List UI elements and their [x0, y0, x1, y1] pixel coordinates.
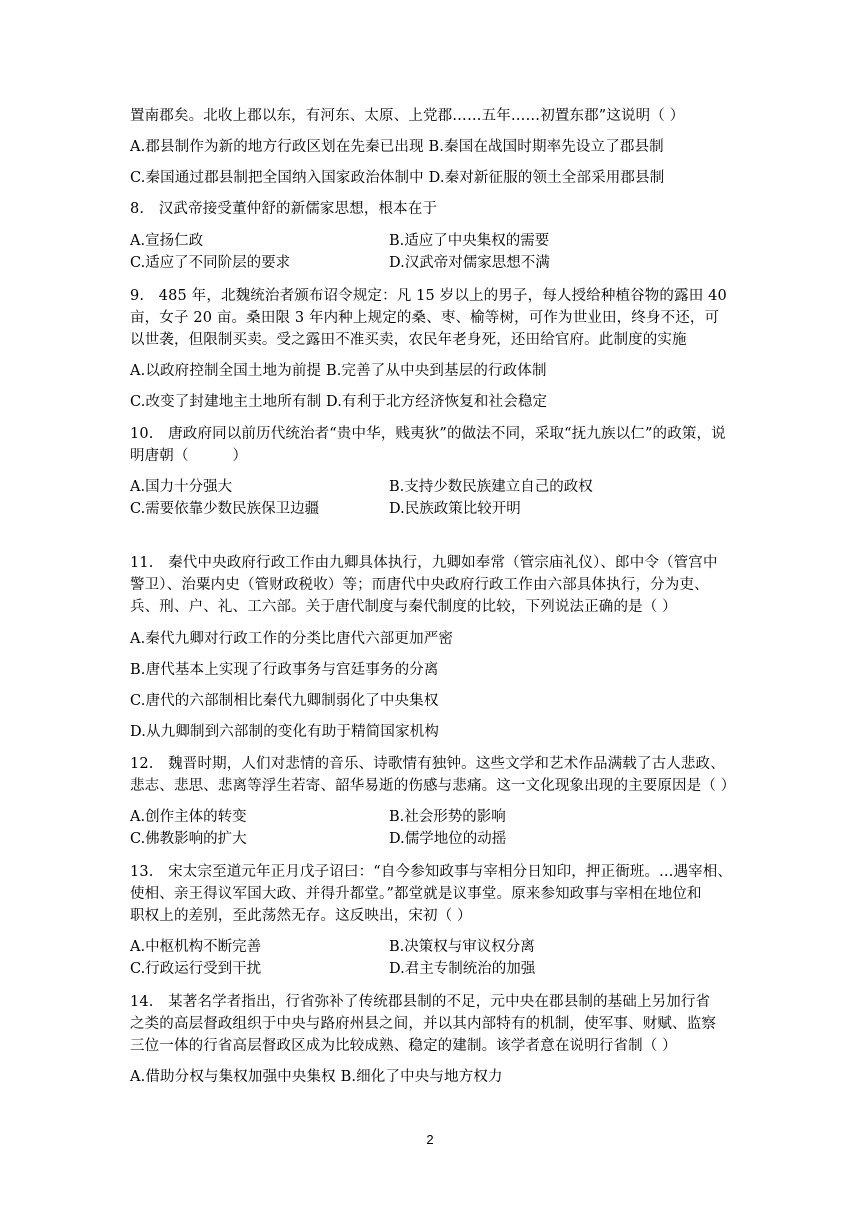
q9-stem-line3: 以世袭，但限制买卖。受之露田不准买卖，农民年老身死，还田给官府。此制度的实施	[130, 332, 687, 348]
q11-stem-line3: 兵、刑、户、礼、工六部。关于唐代制度与秦代制度的比较，下列说法正确的是（ ）	[130, 599, 677, 615]
q10-stem-line1: 10. 唐政府同以前历代统治者“贵中华，贱夷狄”的做法不同，采取“抚九族以仁”的政策，说	[130, 426, 726, 442]
q14-stem-line1: 14. 某著名学者指出，行省弥补了传统郡县制的不足，元中央在郡县制的基础上另加行省	[130, 994, 711, 1010]
q11-option-a: A.秦代九卿对行政工作的分类比唐代六部更加严密	[130, 631, 454, 647]
q9-stem-line2: 亩，女子 20 亩。桑田限 3 年内种上规定的桑、枣、榆等树，可作为世业田，终身不还，可	[130, 310, 720, 326]
q11-stem-line2: 警卫）、治粟内史（管财政税收）等；而唐代中央政府行政工作由六部具体执行，分为吏、	[130, 577, 709, 593]
q8-option-d: D.汉武帝对儒家思想不满	[389, 255, 550, 271]
q10-option-b: B.支持少数民族建立自己的政权	[389, 479, 593, 495]
q13-option-b: B.决策权与审议权分离	[389, 939, 535, 955]
q12-option-d: D.儒学地位的动摇	[389, 831, 507, 847]
page-number: 2	[426, 1132, 434, 1147]
q13-option-d: D.君主专制统治的加强	[389, 961, 536, 977]
q14-options-line1: A.借助分权与集权加强中央集权 B.细化了中央与地方权力	[130, 1069, 503, 1085]
q10-option-c: C.需要依靠少数民族保卫边疆	[130, 501, 320, 517]
q13-option-c: C.行政运行受到干扰	[130, 961, 262, 977]
q8-option-b: B.适应了中央集权的需要	[389, 233, 550, 249]
q10-option-d: D.民族政策比较开明	[389, 501, 521, 517]
q8-option-a: A.宣扬仁政	[130, 233, 204, 249]
q11-option-c: C.唐代的六部制相比秦代九卿制弱化了中央集权	[130, 693, 439, 709]
q8-option-c: C.适应了不同阶层的要求	[130, 255, 291, 271]
q9-options-line1: A.以政府控制全国土地为前提 B.完善了从中央到基层的行政体制	[130, 363, 547, 379]
q12-option-b: B.社会形势的影响	[389, 809, 506, 825]
q7-stem-tail: 置南郡矣。北收上郡以东，有河东、太原、上党郡……五年……初置东郡”这说明（ ）	[130, 108, 685, 124]
q12-option-a: A.创作主体的转变	[130, 809, 247, 825]
q11-option-d: D.从九卿制到六部制的变化有助于精简国家机构	[130, 724, 440, 740]
q13-option-a: A.中枢机构不断完善	[130, 939, 262, 955]
q13-stem-line2: 使相、亲王得议军国大政、并得升都堂。”都堂就是议事堂。原来参知政事与宰相在地位和	[130, 886, 702, 902]
q12-stem-line1: 12. 魏晋时期，人们对悲情的音乐、诗歌情有独钟。这些文学和艺术作品满载了古人悲政、	[130, 756, 725, 772]
q11-option-b: B.唐代基本上实现了行政事务与宫廷事务的分离	[130, 662, 439, 678]
q7-options-line2: C.秦国通过郡县制把全国纳入国家政治体制中 D.秦对新征服的领土全部采用郡县制	[130, 170, 665, 186]
q10-stem-line2: 明唐朝（ ）	[130, 448, 248, 464]
q11-stem-line1: 11. 秦代中央政府行政工作由九卿具体执行，九卿如奉常（管宗庙礼仪）、郎中令（管宫中	[130, 555, 718, 571]
q9-stem-line1: 9. 485 年，北魏统治者颁布诏令规定：凡 15 岁以上的男子，每人授给种植谷物的露田 40	[130, 288, 727, 304]
q14-stem-line2: 之类的高层督政组织于中央与路府州县之间，并以其内部特有的机制，使军事、财赋、监察	[130, 1016, 716, 1032]
q13-stem-line1: 13. 宋太宗至道元年正月戊子诏曰：“自今参知政事与宰相分日知印，押正衙班。...遇宰相、	[130, 864, 733, 880]
q12-option-c: C.佛教影响的扩大	[130, 831, 247, 847]
q8-stem: 8. 汉武帝接受董仲舒的新儒家思想，根本在于	[130, 201, 438, 217]
q7-options-line1: A.郡县制作为新的地方行政区划在先秦已出现 B.秦国在战国时期率先设立了郡县制	[130, 139, 664, 155]
q13-stem-line3: 职权上的差别，至此荡然无存。这反映出，宋初（ ）	[130, 908, 472, 924]
q9-options-line2: C.改变了封建地主土地所有制 D.有利于北方经济恢复和社会稳定	[130, 394, 548, 410]
q10-option-a: A.国力十分强大	[130, 479, 233, 495]
q14-stem-line3: 三位一体的行省高层督政区成为比较成熟、稳定的建制。该学者意在说明行省制（ ）	[130, 1038, 677, 1054]
q12-stem-line2: 悲志、悲思、悲离等浮生若寄、韶华易逝的伤感与悲痛。这一文化现象出现的主要原因是（ ）	[130, 778, 736, 794]
